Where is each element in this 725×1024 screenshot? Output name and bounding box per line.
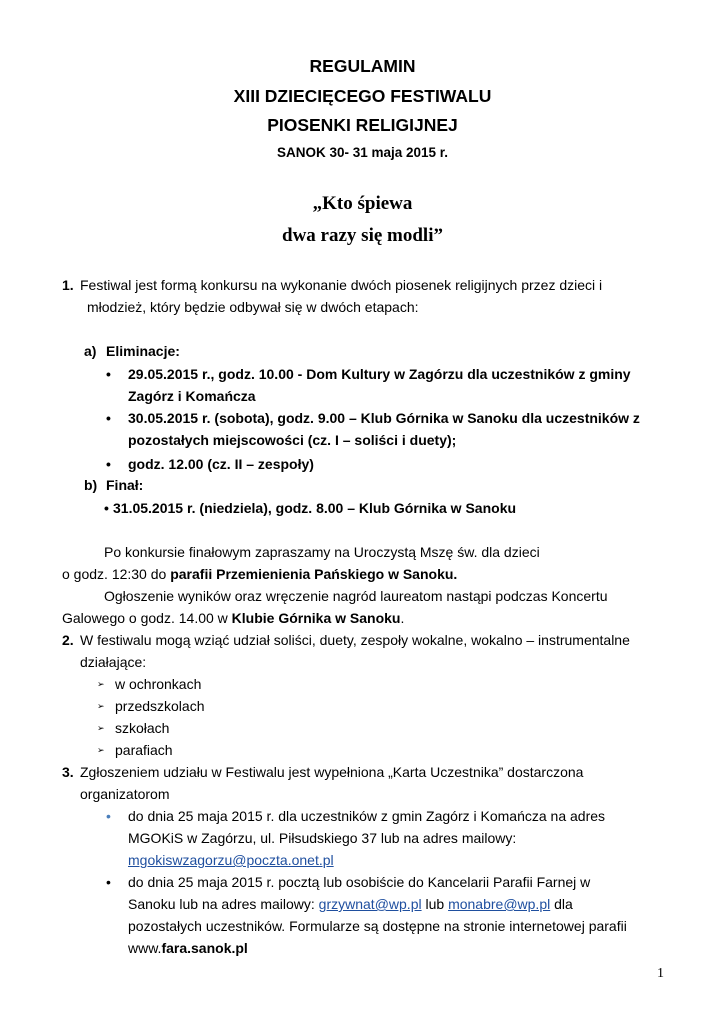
bullet-icon: • (104, 500, 109, 516)
parish-website[interactable]: www.fara.sanok.pl (128, 940, 248, 956)
venue-item: szkołach (115, 720, 170, 736)
bullet-icon: • (106, 808, 111, 824)
section-3-line1: Zgłoszeniem udziału w Festiwalu jest wypełniona „Karta Uczestnika” dostarczona (80, 764, 584, 780)
elim-1-line2: Zagórz i Komańcza (128, 388, 256, 404)
deadline-1-line1: do dnia 25 maja 2015 r. dla uczestników z gmin Zagórz i Komańcza na adres (128, 808, 606, 824)
elim-1-line1: 29.05.2015 r., godz. 10.00 - Dom Kultury w Zagórzu dla uczestników z gminy (128, 366, 631, 382)
results-line1: Ogłoszenie wyników oraz wręczenie nagród laureatom nastąpi podczas Koncertu (104, 588, 608, 604)
email-link-monabre[interactable]: monabre@wp.pl (448, 896, 551, 912)
section-3-line2: organizatorom (80, 786, 170, 802)
list-a-label: a) (84, 343, 97, 359)
elim-2-line2: pozostałych miejscowości (cz. I – soliści i duety); (128, 432, 457, 448)
list-a-title: Eliminacje: (106, 343, 180, 359)
results-line2: Galowego o godz. 14.00 w Klubie Górnika w Sanoku. (62, 610, 405, 626)
bullet-icon: • (106, 874, 111, 890)
email-link-mgokis[interactable]: mgokiswzagorzu@poczta.onet.pl (128, 852, 334, 868)
venue-item: przedszkolach (115, 698, 205, 714)
place-date: SANOK 30- 31 maja 2015 r. (276, 145, 449, 160)
arrow-bullet-icon: ➢ (97, 679, 105, 689)
section-1-number: 1. (62, 277, 74, 293)
list-b-label: b) (84, 477, 98, 493)
arrow-bullet-icon: ➢ (97, 723, 105, 733)
venue-item: parafiach (115, 742, 173, 758)
section-2-number: 2. (62, 632, 74, 648)
arrow-bullet-icon: ➢ (97, 701, 105, 711)
deadline-2-line1: do dnia 25 maja 2015 r. pocztą lub osobiście do Kancelarii Parafii Farnej w (128, 874, 591, 890)
section-1-line1: Festiwal jest formą konkursu na wykonanie dwóch piosenek religijnych przez dzieci i (80, 277, 603, 293)
deadline-1-line2: MGOKiS w Zagórzu, ul. Piłsudskiego 37 lub na adres mailowy: (128, 830, 517, 846)
elim-2-line1: 30.05.2015 r. (sobota), godz. 9.00 – Klub Górnika w Sanoku dla uczestników z (128, 410, 640, 426)
elim-3-line1: godz. 12.00 (cz. II – zespoły) (128, 456, 314, 472)
arrow-bullet-icon: ➢ (97, 745, 105, 755)
bullet-icon: • (106, 410, 111, 426)
title-song: PIOSENKI RELIGIJNEJ (267, 115, 458, 135)
motto-line2: dwa razy się modli” (282, 225, 443, 246)
email-link-grzywnat[interactable]: grzywnat@wp.pl (318, 896, 422, 912)
mass-line2: o godz. 12:30 do parafii Przemienienia Pańskiego w Sanoku. (62, 566, 458, 582)
title-regulamin: REGULAMIN (309, 56, 416, 76)
motto-line1: „Kto śpiewa (312, 193, 413, 214)
bullet-icon: • (106, 456, 111, 472)
venue-item: w ochronkach (115, 676, 202, 692)
deadline-2-line3: pozostałych uczestników. Formularze są dostępne na stronie internetowej parafii (128, 918, 627, 934)
section-2-line2: działające: (80, 654, 147, 670)
bullet-icon: • (106, 366, 111, 382)
final-line: 31.05.2015 r. (niedziela), godz. 8.00 – Klub Górnika w Sanoku (113, 500, 517, 516)
mass-line1: Po konkursie finałowym zapraszamy na Uroczystą Mszę św. dla dzieci (104, 544, 540, 560)
section-3-number: 3. (62, 764, 74, 780)
section-2-line1: W festiwalu mogą wziąć udział soliści, duety, zespoły wokalne, wokalno – instrumentalne (80, 632, 630, 648)
page-number: 1 (657, 966, 664, 981)
title-festival: XIII DZIECIĘCEGO FESTIWALU (233, 86, 492, 106)
deadline-2-line2: Sanoku lub na adres mailowy: grzywnat@wp.pl lub monabre@wp.pl dla (128, 896, 573, 912)
section-1-line2: młodzież, który będzie odbywał się w dwóch etapach: (87, 299, 419, 315)
list-b-title: Finał: (106, 477, 144, 493)
